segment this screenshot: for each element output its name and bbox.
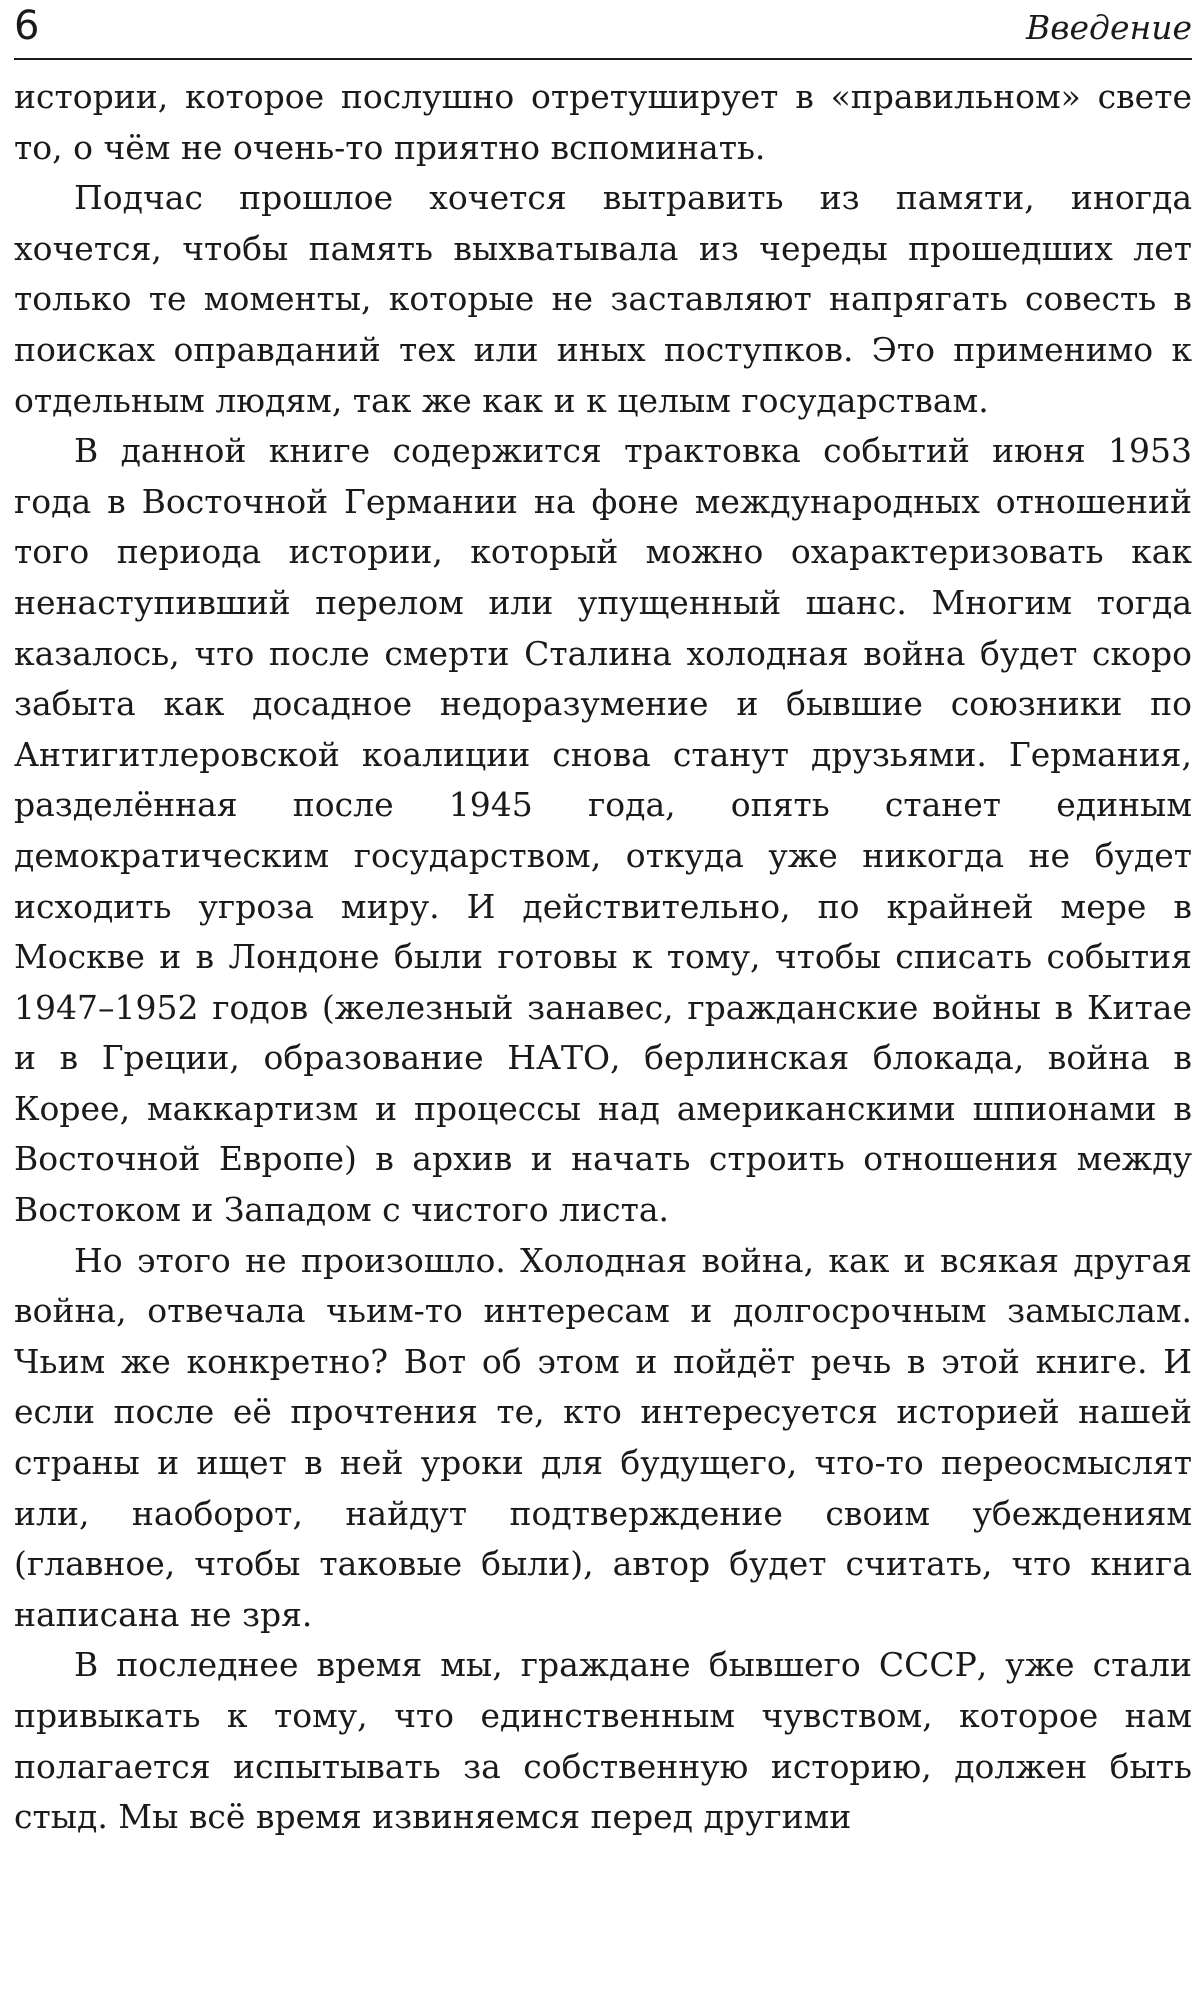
running-head [14,0,1192,60]
section-title: Введение [1026,8,1192,47]
paragraph-5: В последнее время мы, граждане бывшего СССР, уже стали привыкать к тому, что единственным чувством, которое нам полагается испытывать за собственную историю, должен быть стыд. Мы всё время извиняемся перед другими [14,1645,1192,1837]
paragraph-4: Но этого не произошло. Холодная война, как и всякая другая война, отвечала чьим-то интересам и долгосрочным замыслам. Чьим же конкретно? Вот об этом и пойдёт речь в этой книге. И если после её прочтения те, кто интересуется историей нашей страны и ищет в ней уроки для будущего, что-то переосмыслят или, наоборот, найдут подтверждение своим убеждениям (главное, чтобы таковые были), автор будет считать, что книга написана не зря. [14,1240,1192,1634]
book-page [14,0,1192,1843]
paragraph-1: истории, которое послушно отретуширует в «правильном» свете то, о чём не очень-то приятно вспоминать. [14,77,1192,167]
paragraph-3: В данной книге содержится трактовка событий июня 1953 года в Восточной Германии на фоне международных отношений того периода истории, который можно охарактеризовать как ненаступивший перелом или упущенный шанс. Многим тогда казалось, что после смерти Сталина холодная война будет скоро забыта как досадное недоразумение и бывшие союзники по Антигитлеровской коалиции снова станут друзьями. Германия, разделённая после 1945 года, опять станет единым демократическим государством, откуда уже никогда не будет исходить угроза миру. И действительно, по крайней мере в Москве и в Лондоне были готовы к тому, чтобы списать события 1947–1952 годов (железный занавес, гражданские войны в Китае и в Греции, образование НАТО, берлинская блокада, война в Корее, маккартизм и процессы над американскими шпионами в Восточной Европе) в архив и начать строить отношения между Востоком и Западом с чистого листа. [14,431,1192,1230]
page-number: 6 [14,3,40,49]
body-text [14,72,1192,1843]
paragraph-2: Подчас прошлое хочется вытравить из памяти, иногда хочется, чтобы память выхватывала из череды прошедших лет только те моменты, которые не заставляют напрягать совесть в поисках оправданий тех или иных поступков. Это применимо к отдельным людям, так же как и к целым государствам. [14,178,1192,420]
